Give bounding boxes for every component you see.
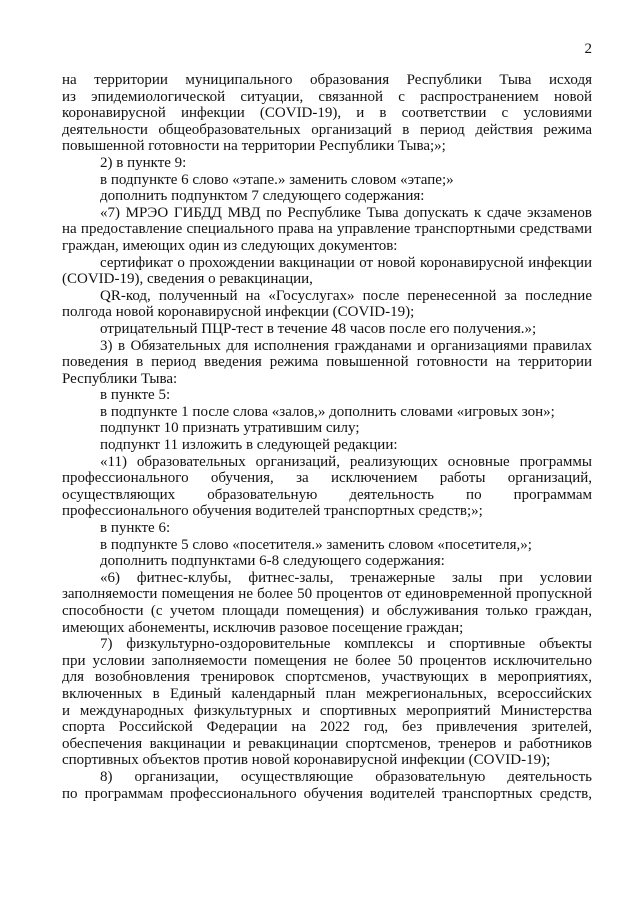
text-line: подпункт 11 изложить в следующей редакции:: [100, 437, 398, 454]
text-line: из эпидемиологической ситуации, связанной с распространением новой: [62, 88, 592, 105]
text-line: спортивных объектов против новой коронавирусной инфекции (COVID-19);: [62, 752, 551, 769]
text-line: профессионального обучения водителей транспортных средств;»;: [62, 503, 483, 520]
text-line: в подпункте 5 слово «посетителя.» заменить словом «посетителя,»;: [100, 536, 532, 553]
text-line: «7) МРЭО ГИБДД МВД по Республике Тыва допускать к сдаче экзаменов: [100, 204, 592, 221]
text-line: 8) организации, осуществляющие образовательную деятельность: [100, 768, 592, 785]
text-line: в подпункте 6 слово «этапе.» заменить словом «этапе;»: [100, 171, 454, 188]
text-line: по программам профессионального обучения водителей транспортных средств,: [62, 785, 592, 802]
text-line: и международных физкультурных и спортивных мероприятий Министерства: [62, 702, 592, 719]
text-line: подпункт 10 признать утратившим силу;: [100, 420, 360, 437]
text-line: отрицательный ПЦР-тест в течение 48 часов после его получения.»;: [100, 320, 537, 337]
text-line: на предоставление специального права на управление транспортными средствами: [62, 221, 592, 238]
text-line: поведения в период введения режима повышенной готовности на территории: [62, 354, 592, 371]
text-line: в пункте 5:: [100, 387, 171, 404]
text-line: профессионального обучения, за исключением работы организаций,: [62, 470, 592, 487]
text-line: дополнить подпунктами 6-8 следующего содержания:: [100, 553, 445, 570]
text-line: в подпункте 1 после слова «залов,» дополнить словами «игровых зон»;: [100, 403, 555, 420]
text-line: «6) фитнес-клубы, фитнес-залы, тренажерные залы при условии: [100, 569, 592, 586]
text-line: осуществляющих образовательную деятельность по программам: [62, 486, 592, 503]
text-line: коронавирусной инфекции (COVID-19), и в соответствии с условиями: [62, 105, 592, 122]
text-line: в пункте 6:: [100, 520, 171, 537]
text-line: сертификат о прохождении вакцинации от новой коронавирусной инфекции: [100, 254, 592, 271]
text-line: при условии заполняемости помещения не более 50 процентов исключительно: [62, 652, 592, 669]
text-line: спорта Российской Федерации на 2022 год, без привлечения зрителей,: [62, 719, 592, 736]
text-line: QR-код, полученный на «Госуслугах» после перенесенной за последние: [100, 287, 592, 304]
text-line: 3) в Обязательных для исполнения гражданами и организациями правилах: [100, 337, 592, 354]
text-line: имеющих абонементы, исключив разовое посещение граждан;: [62, 619, 464, 636]
text-line: на территории муниципального образования Республики Тыва исходя: [62, 72, 592, 88]
text-line: дополнить подпунктом 7 следующего содержания:: [100, 188, 425, 205]
text-line: включенных в Единый календарный план межрегиональных, всероссийских: [62, 685, 592, 702]
text-line: обеспечения вакцинации и ревакцинации спортсменов, тренеров и работников: [62, 735, 592, 752]
text-line: (COVID-19), сведения о ревакцинации,: [62, 271, 313, 288]
text-line: повышенной готовности на территории Республики Тыва;»;: [62, 138, 446, 155]
document-body: [62, 72, 592, 802]
text-line: заполняемости помещения не более 50 процентов от единовременной пропускной: [62, 586, 592, 603]
text-line: 7) физкультурно-оздоровительные комплексы и спортивные объекты: [100, 636, 592, 653]
text-line: Республики Тыва:: [62, 370, 178, 387]
text-line: полгода новой коронавирусной инфекции (COVID-19);: [62, 304, 415, 321]
text-line: «11) образовательных организаций, реализующих основные программы: [100, 453, 592, 470]
text-line: для возобновления тренировок спортсменов, участвующих в мероприятиях,: [62, 669, 592, 686]
page-number: 2: [584, 41, 592, 57]
text-line: деятельности общеобразовательных организаций в период действия режима: [62, 121, 592, 138]
text-line: 2) в пункте 9:: [100, 154, 187, 171]
text-line: способности (с учетом площади помещения) и обслуживания только граждан,: [62, 603, 592, 619]
text-line: граждан, имеющих один из следующих документов:: [62, 237, 398, 254]
